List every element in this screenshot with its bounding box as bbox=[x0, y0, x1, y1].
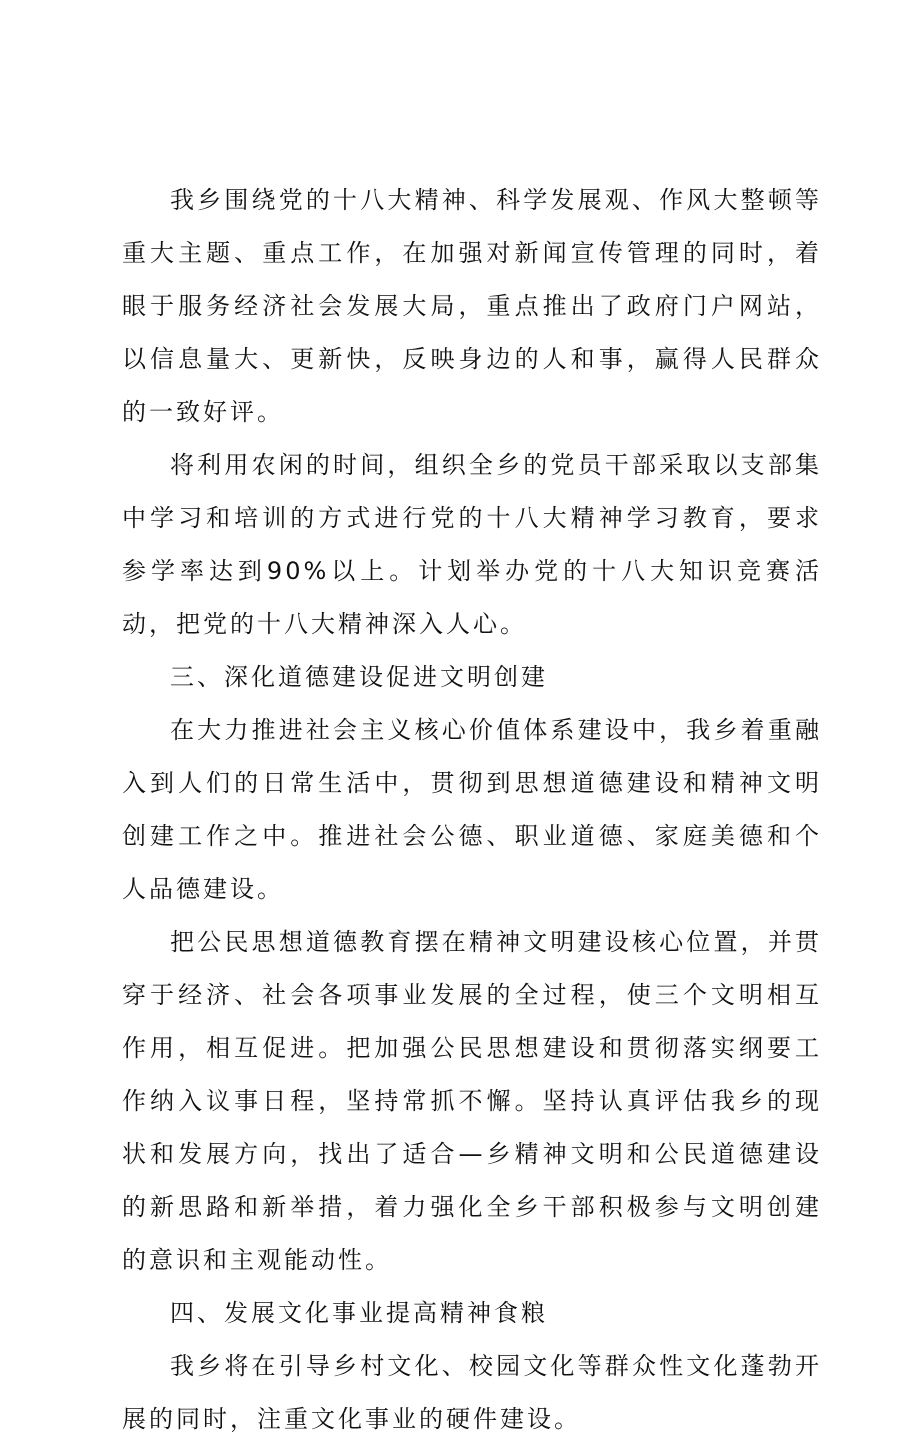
section-heading-cultural-development: 四、发展文化事业提高精神食粮 bbox=[170, 1299, 548, 1327]
section-heading-moral-construction: 三、深化道德建设促进文明创建 bbox=[170, 663, 548, 691]
paragraph-news-publicity: 我乡围绕党的十八大精神、科学发展观、作风大整顿等重大主题、重点工作，在加强对新闻宣传管理的同时，着眼于服务经济社会发展大局，重点推出了政府门户网站，以信息量大、更新快，反映身边的人和事，赢得人民群众的一致好评。 bbox=[122, 186, 822, 426]
document-body bbox=[122, 174, 822, 1446]
paragraph-party-study: 将利用农闲的时间，组织全乡的党员干部采取以支部集中学习和培训的方式进行党的十八大精神学习教育，要求参学率达到90%以上。计划举办党的十八大知识竞赛活动，把党的十八大精神深入人心。 bbox=[122, 451, 822, 638]
paragraph-cultural-facilities: 我乡将在引导乡村文化、校园文化等群众性文化蓬勃开展的同时，注重文化事业的硬件建设。 bbox=[122, 1352, 822, 1433]
paragraph-core-values: 在大力推进社会主义核心价值体系建设中，我乡着重融入到人们的日常生活中，贯彻到思想道德建设和精神文明创建工作之中。推进社会公德、职业道德、家庭美德和个人品德建设。 bbox=[122, 716, 822, 903]
paragraph-civic-morality: 把公民思想道德教育摆在精神文明建设核心位置，并贯穿于经济、社会各项事业发展的全过程，使三个文明相互作用，相互促进。把加强公民思想建设和贯彻落实纲要工作纳入议事日程，坚持常抓不懈。坚持认真评估我乡的现状和发展方向，找出了适合—乡精神文明和公民道德建设的新思路和新举措，着力强化全乡干部积极参与文明创建的意识和主观能动性。 bbox=[122, 928, 822, 1274]
